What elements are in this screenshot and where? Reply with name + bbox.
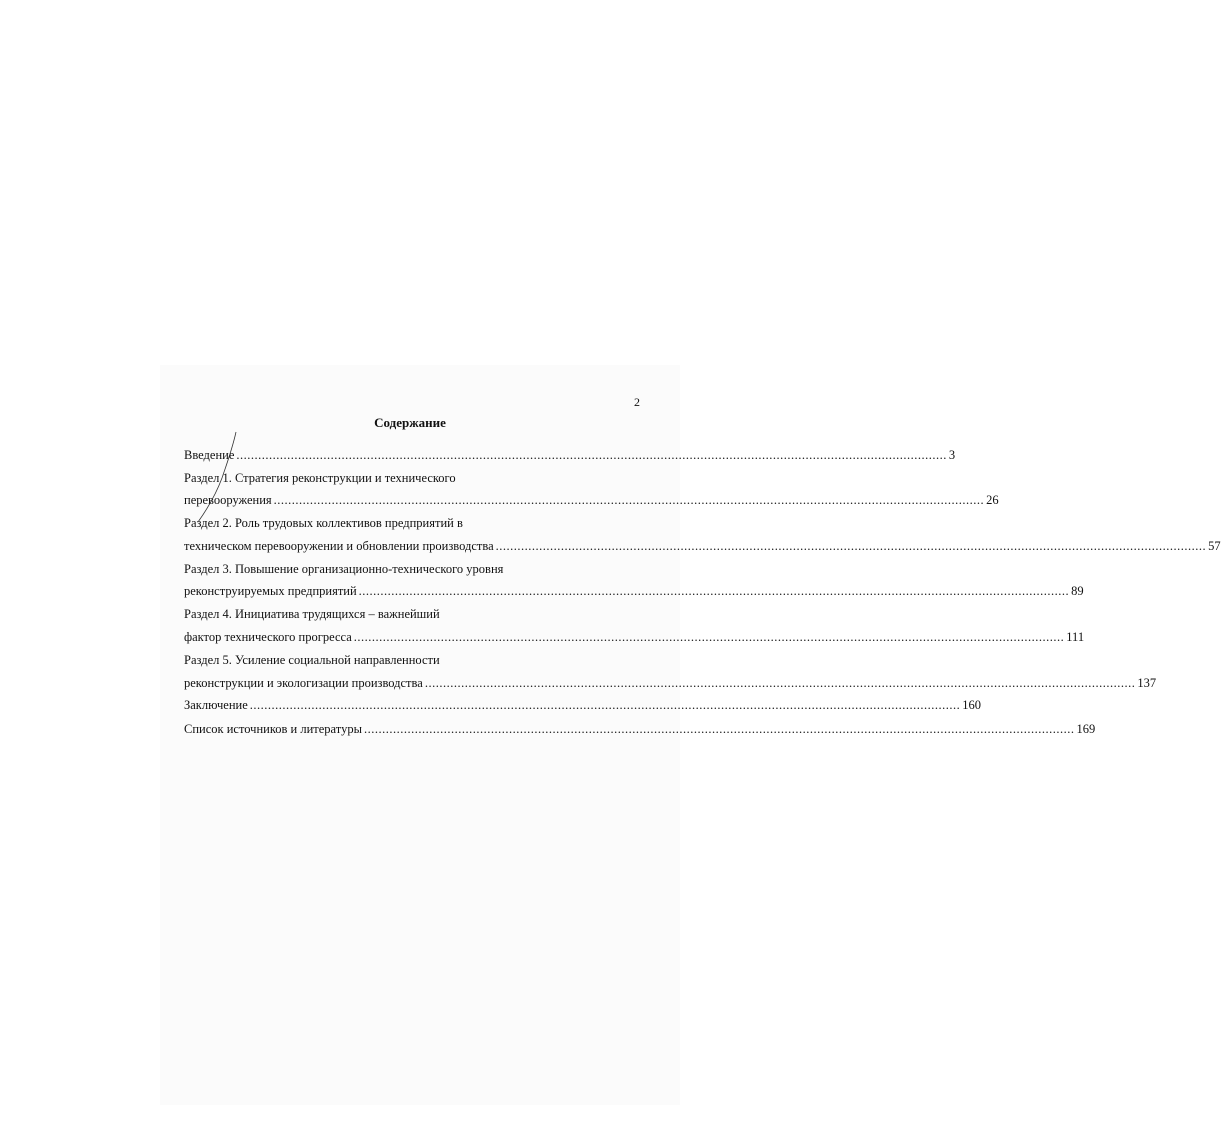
toc-entry-title: Раздел 2. Роль трудовых коллективов предприятий в [184, 516, 463, 530]
toc-entry-title-continued: техническом перевооружении и обновлении производства [184, 539, 494, 553]
page-number: 2 [634, 395, 640, 409]
toc-entry-title: Раздел 3. Повышение организационно-технического уровня [184, 562, 504, 576]
toc-entry-conclusion[interactable] [184, 696, 981, 714]
toc-entry-page: 26 [986, 493, 999, 507]
toc-entry-section-5-line1[interactable] [184, 651, 636, 669]
toc-entry-page: 3 [948, 448, 956, 462]
dot-leader: .................................................................................................................................................................................................... [353, 630, 1065, 644]
toc-entry-title: Заключение [184, 698, 248, 712]
toc-entry-title: Введение [184, 448, 235, 462]
toc-entry-page: 169 [1076, 722, 1096, 736]
page-title: Содержание [374, 415, 446, 430]
toc-entry-section-5[interactable] [184, 674, 1157, 692]
dot-leader: .................................................................................................................................................................................................... [495, 539, 1207, 553]
toc-entry-introduction[interactable] [184, 446, 956, 464]
toc-entry-section-4-line1[interactable] [184, 605, 636, 623]
toc-entry-section-2[interactable] [184, 537, 1221, 555]
toc-entry-section-2-line1[interactable] [184, 514, 636, 532]
toc-entry-title-continued: реконструируемых предприятий [184, 584, 357, 598]
toc-entry-section-1-line1[interactable] [184, 469, 636, 487]
toc-entry-title-continued: реконструкции и экологизации производства [184, 676, 423, 690]
dot-leader: .................................................................................................................................................................................................... [249, 698, 961, 712]
toc-entry-bibliography[interactable] [184, 720, 1096, 738]
toc-entry-section-1[interactable] [184, 491, 999, 509]
toc-entry-page: 137 [1137, 676, 1157, 690]
dot-leader: .................................................................................................................................................................................................... [273, 493, 985, 507]
toc-entry-title: Раздел 1. Стратегия реконструкции и технического [184, 471, 456, 485]
toc-entry-section-3[interactable] [184, 582, 1084, 600]
toc-entry-title: Раздел 5. Усиление социальной направленности [184, 653, 440, 667]
dot-leader: .................................................................................................................................................................................................... [358, 584, 1070, 598]
toc-entry-page: 89 [1071, 584, 1084, 598]
dot-leader: .................................................................................................................................................................................................... [424, 676, 1136, 690]
toc-entry-title-continued: фактор технического прогресса [184, 630, 352, 644]
toc-entry-title-continued: перевооружения [184, 493, 272, 507]
toc-entry-page: 111 [1066, 630, 1085, 644]
dot-leader: .................................................................................................................................................................................................... [363, 722, 1075, 736]
toc-entry-title: Список источников и литературы [184, 722, 362, 736]
toc-entry-page: 160 [962, 698, 981, 712]
toc-entry-title: Раздел 4. Инициатива трудящихся – важнейший [184, 607, 440, 621]
toc-entry-section-3-line1[interactable] [184, 560, 636, 578]
toc-entry-page: 57 [1208, 539, 1221, 553]
toc-entry-section-4[interactable] [184, 628, 1085, 646]
dot-leader: .................................................................................................................................................................................................... [236, 448, 947, 462]
